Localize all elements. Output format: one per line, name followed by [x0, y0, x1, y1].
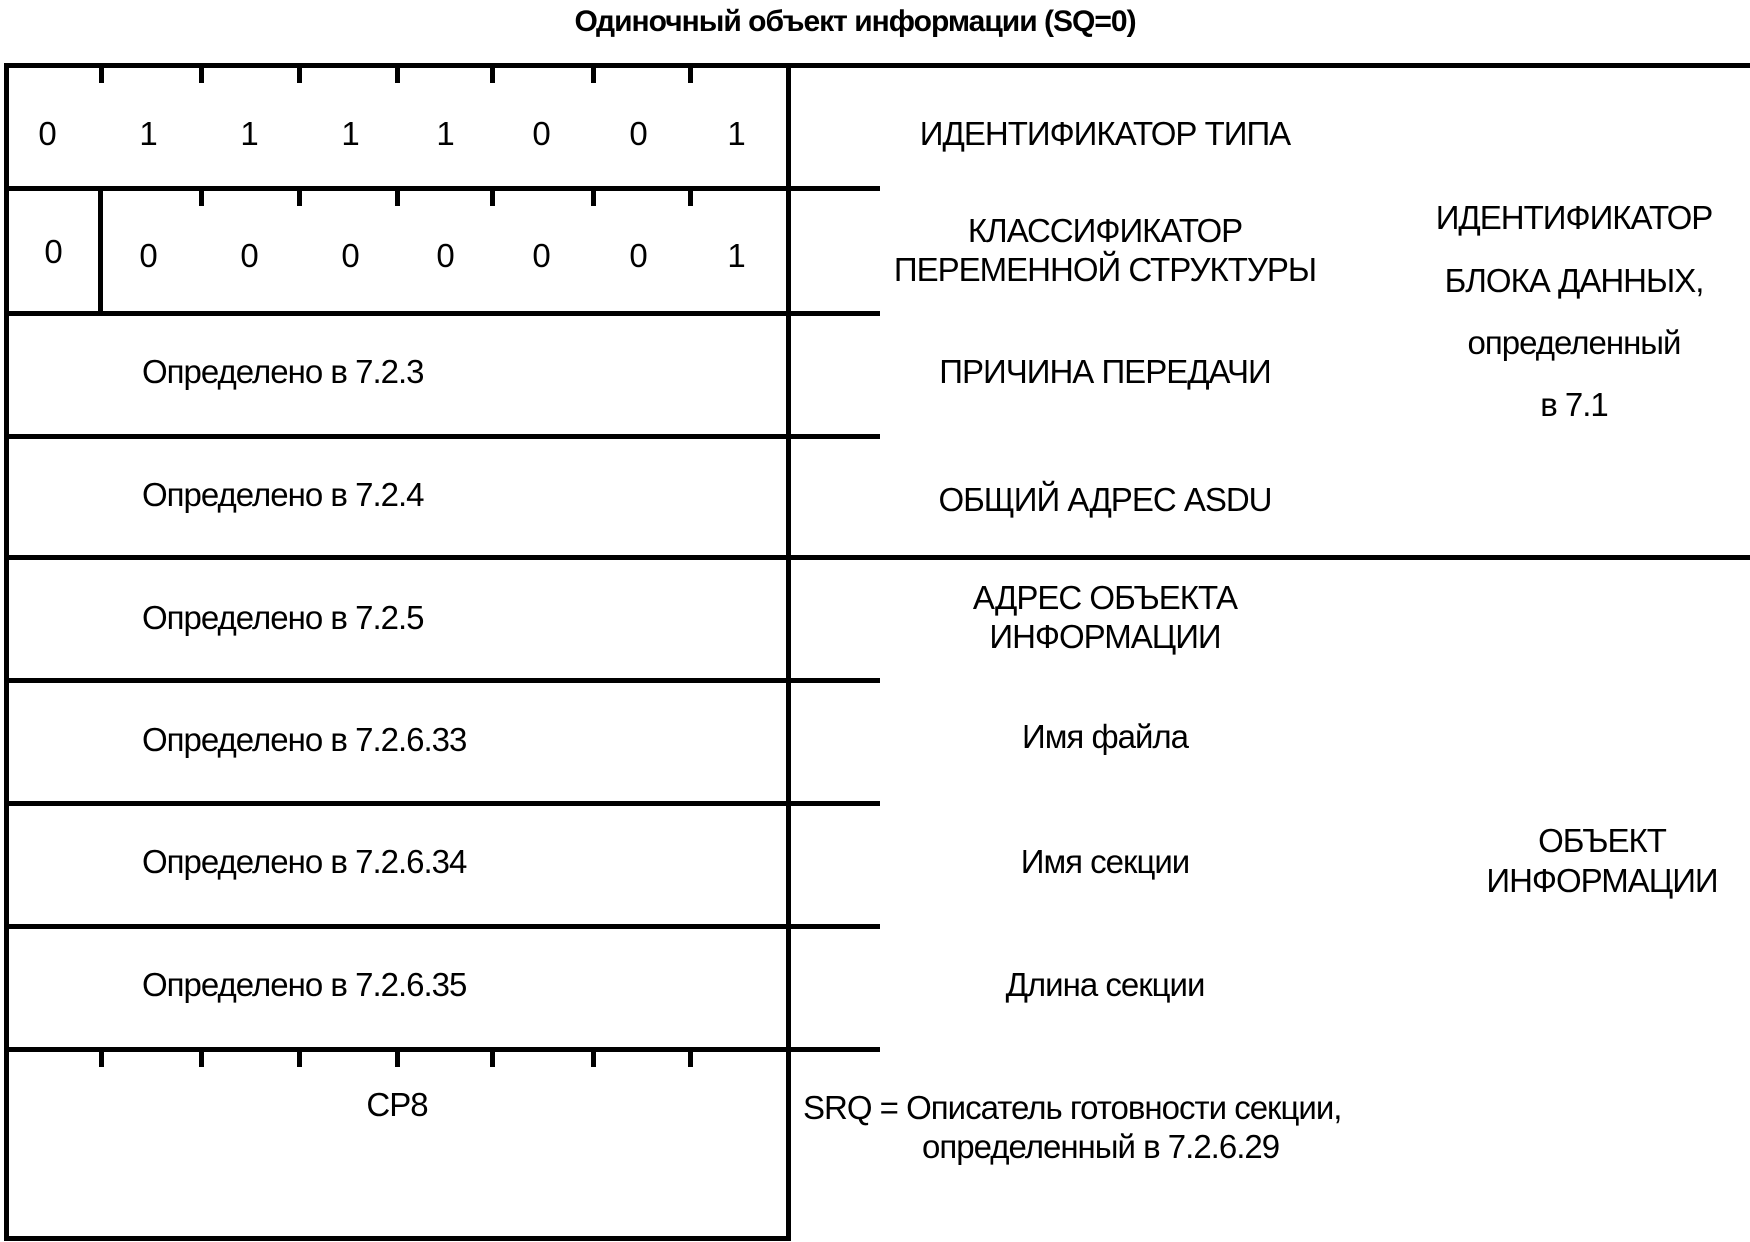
bit-tick	[99, 65, 104, 83]
section-length-value: Определено в 7.2.6.35	[142, 966, 467, 1004]
bit: 0	[532, 115, 550, 153]
bit: 1	[727, 237, 745, 275]
row-line	[4, 186, 880, 191]
bottom-border	[4, 1236, 790, 1241]
vsq-label-line2: ПЕРЕМЕННОЙ СТРУКТУРЫ	[893, 251, 1317, 289]
group-label-line: ОБЪЕКТ	[1538, 822, 1666, 860]
group-label-line: ИНФОРМАЦИИ	[1486, 862, 1718, 900]
srq-value: CP8	[366, 1086, 428, 1124]
file-name-value: Определено в 7.2.6.33	[142, 721, 467, 759]
center-divider	[786, 63, 791, 1241]
common-address-value: Определено в 7.2.4	[142, 476, 424, 514]
bit: 0	[532, 237, 550, 275]
bit-tick	[395, 1049, 400, 1067]
bit: 1	[727, 115, 745, 153]
bit-tick	[591, 1049, 596, 1067]
bit-tick	[490, 1049, 495, 1067]
bit: 1	[341, 115, 359, 153]
type-id-label: ИДЕНТИФИКАТОР ТИПА	[919, 115, 1291, 153]
section-name-value: Определено в 7.2.6.34	[142, 843, 467, 881]
bit: 1	[139, 115, 157, 153]
bit-tick	[591, 188, 596, 206]
row-line	[4, 311, 880, 316]
group-label-line: определенный	[1467, 324, 1681, 362]
bit: 0	[629, 115, 647, 153]
bit-tick	[199, 188, 204, 206]
bit-tick	[297, 1049, 302, 1067]
cot-value: Определено в 7.2.3	[142, 353, 424, 391]
bit: 0	[139, 237, 157, 275]
bit-tick	[99, 1049, 104, 1067]
section-length-label: Длина секции	[1005, 966, 1205, 1004]
sq-bit: 0	[44, 233, 62, 271]
bit: 0	[341, 237, 359, 275]
bit-tick	[199, 65, 204, 83]
bit-tick	[688, 188, 693, 206]
bit: 0	[436, 237, 454, 275]
group-divider	[4, 555, 1750, 560]
cot-label: ПРИЧИНА ПЕРЕДАЧИ	[939, 353, 1271, 391]
section-name-label: Имя секции	[1020, 843, 1190, 881]
bit-tick	[395, 188, 400, 206]
bit-tick	[490, 65, 495, 83]
row-line	[4, 924, 880, 929]
bit-tick	[490, 188, 495, 206]
bit-tick	[591, 65, 596, 83]
bit: 0	[240, 237, 258, 275]
file-name-label: Имя файла	[1022, 718, 1188, 756]
bit-tick	[688, 1049, 693, 1067]
top-border	[4, 63, 1750, 68]
vsq-label-line1: КЛАССИФИКАТОР	[967, 212, 1243, 250]
srq-label-line2: определенный в 7.2.6.29	[922, 1128, 1280, 1166]
ioa-label-line1: АДРЕС ОБЪЕКТА	[972, 579, 1238, 617]
bit-tick	[297, 188, 302, 206]
srq-label-line1: SRQ = Описатель готовности секции,	[803, 1089, 1342, 1127]
group-label-line: БЛОКА ДАННЫХ,	[1444, 262, 1704, 300]
row-line	[4, 801, 880, 806]
ioa-value: Определено в 7.2.5	[142, 599, 424, 637]
left-border	[4, 63, 9, 1241]
bit: 1	[240, 115, 258, 153]
sign-bit-divider	[98, 186, 103, 313]
bit-tick	[688, 65, 693, 83]
group-label-line: ИДЕНТИФИКАТОР	[1435, 199, 1713, 237]
diagram-title: Одиночный объект информации (SQ=0)	[574, 4, 1136, 38]
group-label-line: в 7.1	[1540, 386, 1608, 424]
bit-tick	[199, 1049, 204, 1067]
bit: 0	[38, 115, 56, 153]
bit: 1	[436, 115, 454, 153]
bit-tick	[395, 65, 400, 83]
bit-tick	[297, 65, 302, 83]
row-line	[4, 678, 880, 683]
ioa-label-line2: ИНФОРМАЦИИ	[989, 618, 1221, 656]
row-line	[4, 1047, 880, 1052]
row-line	[4, 434, 880, 439]
common-address-label: ОБЩИЙ АДРЕС ASDU	[938, 481, 1272, 519]
bit: 0	[629, 237, 647, 275]
